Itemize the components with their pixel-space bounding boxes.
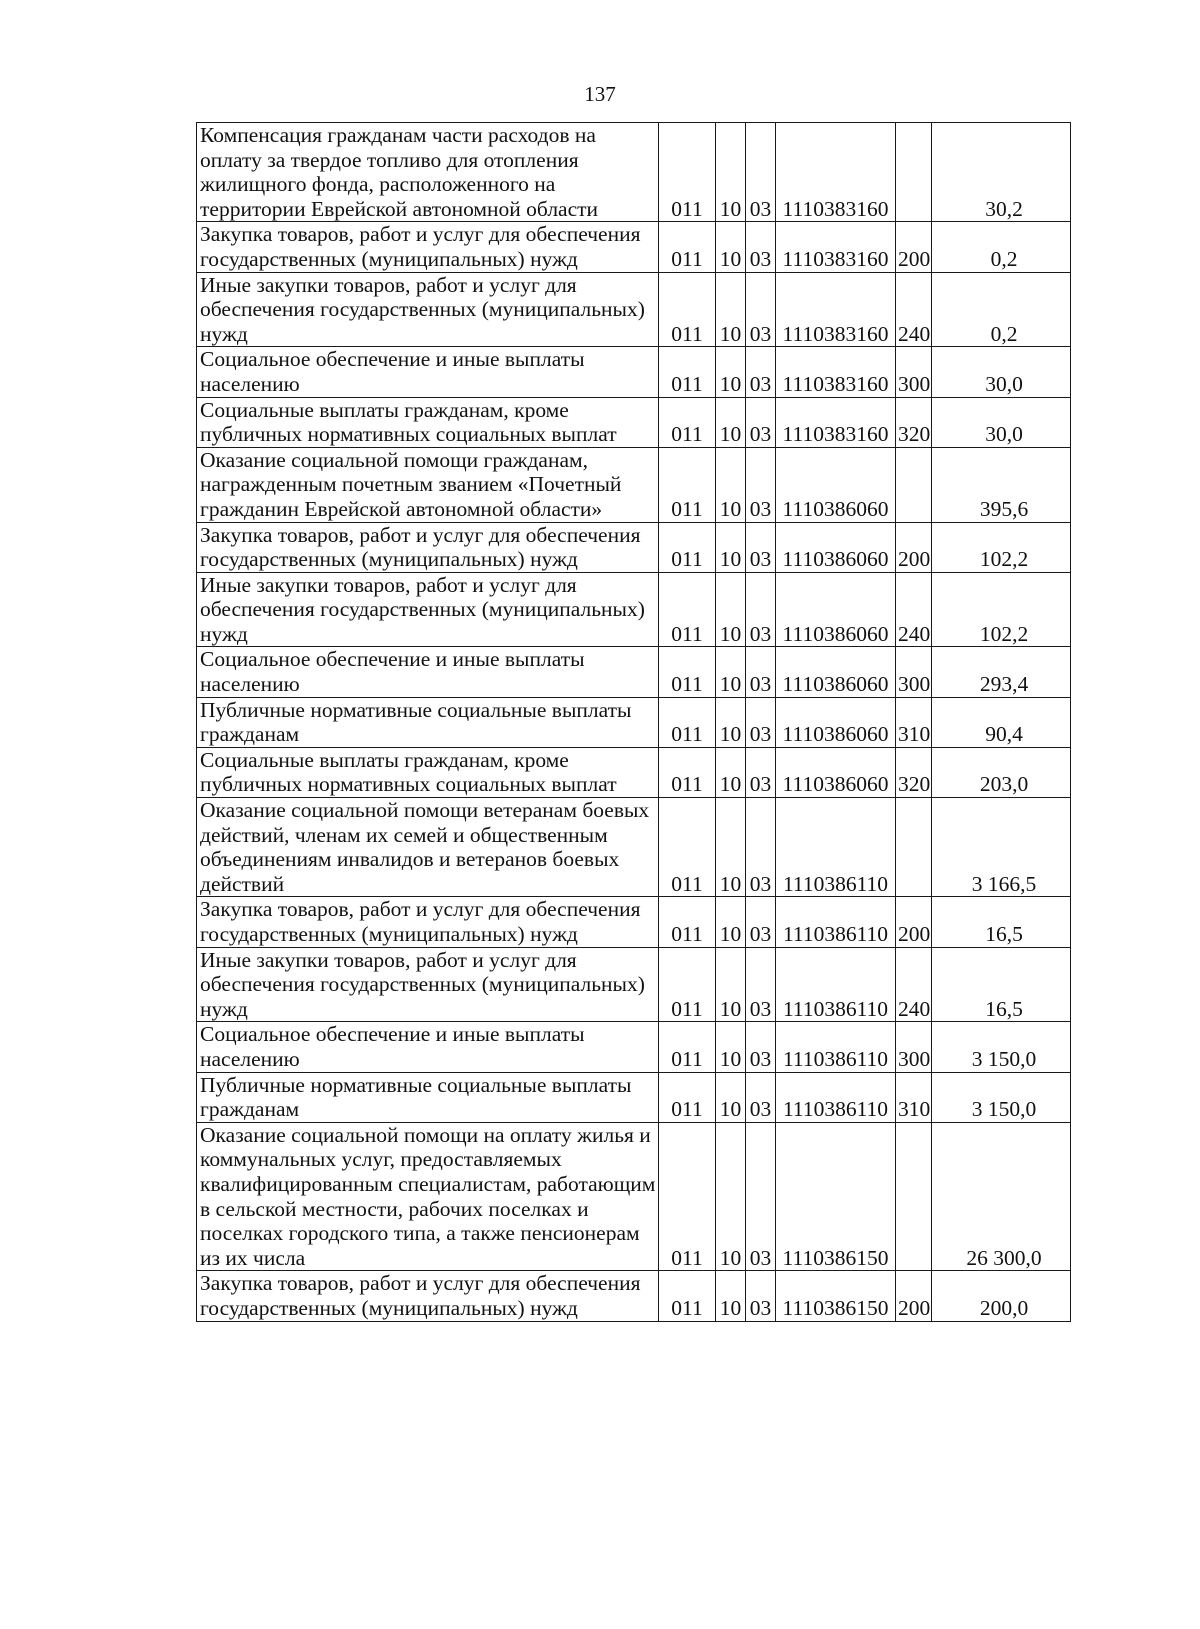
table-row <box>197 347 1071 397</box>
table-row <box>197 947 1071 1022</box>
row-name-cell: Закупка товаров, работ и услуг для обеспечения государственных (муниципальных) нужд <box>197 897 659 947</box>
row-amount-cell: 3 166,5 <box>932 798 1071 897</box>
row-target-article-cell: 1110383160 <box>776 272 896 347</box>
row-section-code-cell: 10 <box>716 397 746 447</box>
row-target-article-cell: 1110386110 <box>776 897 896 947</box>
row-amount-cell: 3 150,0 <box>932 1072 1071 1122</box>
row-amount-cell: 30,0 <box>932 397 1071 447</box>
row-section-code-cell: 10 <box>716 798 746 897</box>
table-row <box>197 272 1071 347</box>
row-amount-cell: 30,2 <box>932 123 1071 222</box>
row-expense-type-cell: 320 <box>896 747 932 797</box>
row-section-code-cell: 10 <box>716 572 746 647</box>
row-amount-cell: 200,0 <box>932 1271 1071 1321</box>
row-name-cell: Иные закупки товаров, работ и услуг для обеспечения государственных (муниципальных) нужд <box>197 572 659 647</box>
row-name-cell: Публичные нормативные социальные выплаты гражданам <box>197 697 659 747</box>
row-expense-type-cell: 240 <box>896 272 932 347</box>
row-expense-type-cell: 300 <box>896 647 932 697</box>
row-name-cell: Социальное обеспечение и иные выплаты населению <box>197 647 659 697</box>
row-department-code-cell: 011 <box>659 897 716 947</box>
row-name-cell: Оказание социальной помощи ветеранам боевых действий, членам их семей и общественным объединениям инвалидов и ветеранов боевых действий <box>197 798 659 897</box>
row-amount-cell: 90,4 <box>932 697 1071 747</box>
row-department-code-cell: 011 <box>659 1271 716 1321</box>
row-section-code-cell: 10 <box>716 347 746 397</box>
table-row <box>197 447 1071 522</box>
row-subsection-code-cell: 03 <box>746 572 776 647</box>
page-number: 137 <box>584 82 616 106</box>
row-subsection-code-cell: 03 <box>746 272 776 347</box>
row-amount-cell: 16,5 <box>932 897 1071 947</box>
row-name-cell: Иные закупки товаров, работ и услуг для обеспечения государственных (муниципальных) нужд <box>197 272 659 347</box>
row-section-code-cell: 10 <box>716 123 746 222</box>
row-target-article-cell: 1110383160 <box>776 347 896 397</box>
row-department-code-cell: 011 <box>659 222 716 272</box>
row-amount-cell: 0,2 <box>932 222 1071 272</box>
row-target-article-cell: 1110386060 <box>776 572 896 647</box>
row-target-article-cell: 1110386060 <box>776 747 896 797</box>
row-expense-type-cell: 310 <box>896 1072 932 1122</box>
row-subsection-code-cell: 03 <box>746 397 776 447</box>
row-amount-cell: 16,5 <box>932 947 1071 1022</box>
table-row <box>197 397 1071 447</box>
row-department-code-cell: 011 <box>659 798 716 897</box>
row-section-code-cell: 10 <box>716 947 746 1022</box>
row-section-code-cell: 10 <box>716 897 746 947</box>
row-section-code-cell: 10 <box>716 1022 746 1072</box>
row-name-cell: Оказание социальной помощи гражданам, награжденным почетным званием «Почетный гражданин Еврейской автономной области» <box>197 447 659 522</box>
table-row <box>197 1022 1071 1072</box>
row-section-code-cell: 10 <box>716 747 746 797</box>
row-target-article-cell: 1110386060 <box>776 522 896 572</box>
row-name-cell: Социальные выплаты гражданам, кроме публичных нормативных социальных выплат <box>197 747 659 797</box>
row-target-article-cell: 1110386110 <box>776 798 896 897</box>
table-row <box>197 1072 1071 1122</box>
row-expense-type-cell: 240 <box>896 947 932 1022</box>
row-department-code-cell: 011 <box>659 347 716 397</box>
row-subsection-code-cell: 03 <box>746 1271 776 1321</box>
budget-table <box>196 122 1071 1322</box>
table-row <box>197 747 1071 797</box>
row-amount-cell: 102,2 <box>932 522 1071 572</box>
row-name-cell: Компенсация гражданам части расходов на оплату за твердое топливо для отопления жилищного фонда, расположенного на территории Еврейской автономной области <box>197 123 659 222</box>
row-amount-cell: 3 150,0 <box>932 1022 1071 1072</box>
row-subsection-code-cell: 03 <box>746 897 776 947</box>
row-amount-cell: 102,2 <box>932 572 1071 647</box>
row-section-code-cell: 10 <box>716 1271 746 1321</box>
table-row <box>197 572 1071 647</box>
row-expense-type-cell: 200 <box>896 1271 932 1321</box>
row-name-cell: Закупка товаров, работ и услуг для обеспечения государственных (муниципальных) нужд <box>197 1271 659 1321</box>
row-expense-type-cell: 200 <box>896 222 932 272</box>
row-subsection-code-cell: 03 <box>746 697 776 747</box>
row-expense-type-cell: 200 <box>896 522 932 572</box>
row-name-cell: Социальное обеспечение и иные выплаты населению <box>197 1022 659 1072</box>
row-department-code-cell: 011 <box>659 747 716 797</box>
row-name-cell: Иные закупки товаров, работ и услуг для обеспечения государственных (муниципальных) нужд <box>197 947 659 1022</box>
row-target-article-cell: 1110386110 <box>776 1072 896 1122</box>
row-target-article-cell: 1110386110 <box>776 1022 896 1072</box>
row-subsection-code-cell: 03 <box>746 1072 776 1122</box>
row-section-code-cell: 10 <box>716 647 746 697</box>
table-row <box>197 697 1071 747</box>
row-department-code-cell: 011 <box>659 522 716 572</box>
table-row <box>197 897 1071 947</box>
row-section-code-cell: 10 <box>716 522 746 572</box>
table-row <box>197 222 1071 272</box>
row-department-code-cell: 011 <box>659 1122 716 1271</box>
row-expense-type-cell: 240 <box>896 572 932 647</box>
row-target-article-cell: 1110386150 <box>776 1122 896 1271</box>
row-amount-cell: 0,2 <box>932 272 1071 347</box>
row-subsection-code-cell: 03 <box>746 447 776 522</box>
table-row <box>197 1271 1071 1321</box>
row-subsection-code-cell: 03 <box>746 798 776 897</box>
row-expense-type-cell <box>896 123 932 222</box>
table-row <box>197 798 1071 897</box>
row-subsection-code-cell: 03 <box>746 1122 776 1271</box>
row-name-cell: Закупка товаров, работ и услуг для обеспечения государственных (муниципальных) нужд <box>197 522 659 572</box>
row-target-article-cell: 1110386060 <box>776 647 896 697</box>
table-row <box>197 123 1071 222</box>
row-department-code-cell: 011 <box>659 647 716 697</box>
row-name-cell: Публичные нормативные социальные выплаты гражданам <box>197 1072 659 1122</box>
row-department-code-cell: 011 <box>659 397 716 447</box>
row-target-article-cell: 1110383160 <box>776 222 896 272</box>
row-amount-cell: 26 300,0 <box>932 1122 1071 1271</box>
table-row <box>197 522 1071 572</box>
row-subsection-code-cell: 03 <box>746 222 776 272</box>
row-subsection-code-cell: 03 <box>746 1022 776 1072</box>
row-expense-type-cell: 300 <box>896 347 932 397</box>
row-amount-cell: 293,4 <box>932 647 1071 697</box>
row-target-article-cell: 1110383160 <box>776 397 896 447</box>
table-row <box>197 647 1071 697</box>
row-amount-cell: 30,0 <box>932 347 1071 397</box>
row-expense-type-cell: 310 <box>896 697 932 747</box>
row-name-cell: Социальные выплаты гражданам, кроме публичных нормативных социальных выплат <box>197 397 659 447</box>
row-target-article-cell: 1110386060 <box>776 697 896 747</box>
row-section-code-cell: 10 <box>716 1122 746 1271</box>
row-name-cell: Оказание социальной помощи на оплату жилья и коммунальных услуг, предоставляемых квалифицированным специалистам, работающим в сельской местности, рабочих поселках и поселках городского типа, а также пенсионерам из их числа <box>197 1122 659 1271</box>
row-expense-type-cell <box>896 447 932 522</box>
row-expense-type-cell: 200 <box>896 897 932 947</box>
row-target-article-cell: 1110383160 <box>776 123 896 222</box>
row-amount-cell: 395,6 <box>932 447 1071 522</box>
row-subsection-code-cell: 03 <box>746 747 776 797</box>
row-target-article-cell: 1110386110 <box>776 947 896 1022</box>
row-amount-cell: 203,0 <box>932 747 1071 797</box>
row-subsection-code-cell: 03 <box>746 123 776 222</box>
row-expense-type-cell: 300 <box>896 1022 932 1072</box>
row-department-code-cell: 011 <box>659 447 716 522</box>
row-subsection-code-cell: 03 <box>746 522 776 572</box>
row-section-code-cell: 10 <box>716 272 746 347</box>
row-target-article-cell: 1110386150 <box>776 1271 896 1321</box>
table-row <box>197 1122 1071 1271</box>
budget-table-body <box>197 123 1071 1322</box>
row-section-code-cell: 10 <box>716 1072 746 1122</box>
row-name-cell: Закупка товаров, работ и услуг для обеспечения государственных (муниципальных) нужд <box>197 222 659 272</box>
row-expense-type-cell <box>896 798 932 897</box>
row-expense-type-cell <box>896 1122 932 1271</box>
row-subsection-code-cell: 03 <box>746 947 776 1022</box>
row-department-code-cell: 011 <box>659 697 716 747</box>
row-department-code-cell: 011 <box>659 1072 716 1122</box>
row-section-code-cell: 10 <box>716 222 746 272</box>
row-section-code-cell: 10 <box>716 697 746 747</box>
row-expense-type-cell: 320 <box>896 397 932 447</box>
row-name-cell: Социальное обеспечение и иные выплаты населению <box>197 347 659 397</box>
row-department-code-cell: 011 <box>659 1022 716 1072</box>
row-section-code-cell: 10 <box>716 447 746 522</box>
row-department-code-cell: 011 <box>659 123 716 222</box>
row-department-code-cell: 011 <box>659 947 716 1022</box>
row-subsection-code-cell: 03 <box>746 647 776 697</box>
row-subsection-code-cell: 03 <box>746 347 776 397</box>
row-target-article-cell: 1110386060 <box>776 447 896 522</box>
row-department-code-cell: 011 <box>659 272 716 347</box>
row-department-code-cell: 011 <box>659 572 716 647</box>
